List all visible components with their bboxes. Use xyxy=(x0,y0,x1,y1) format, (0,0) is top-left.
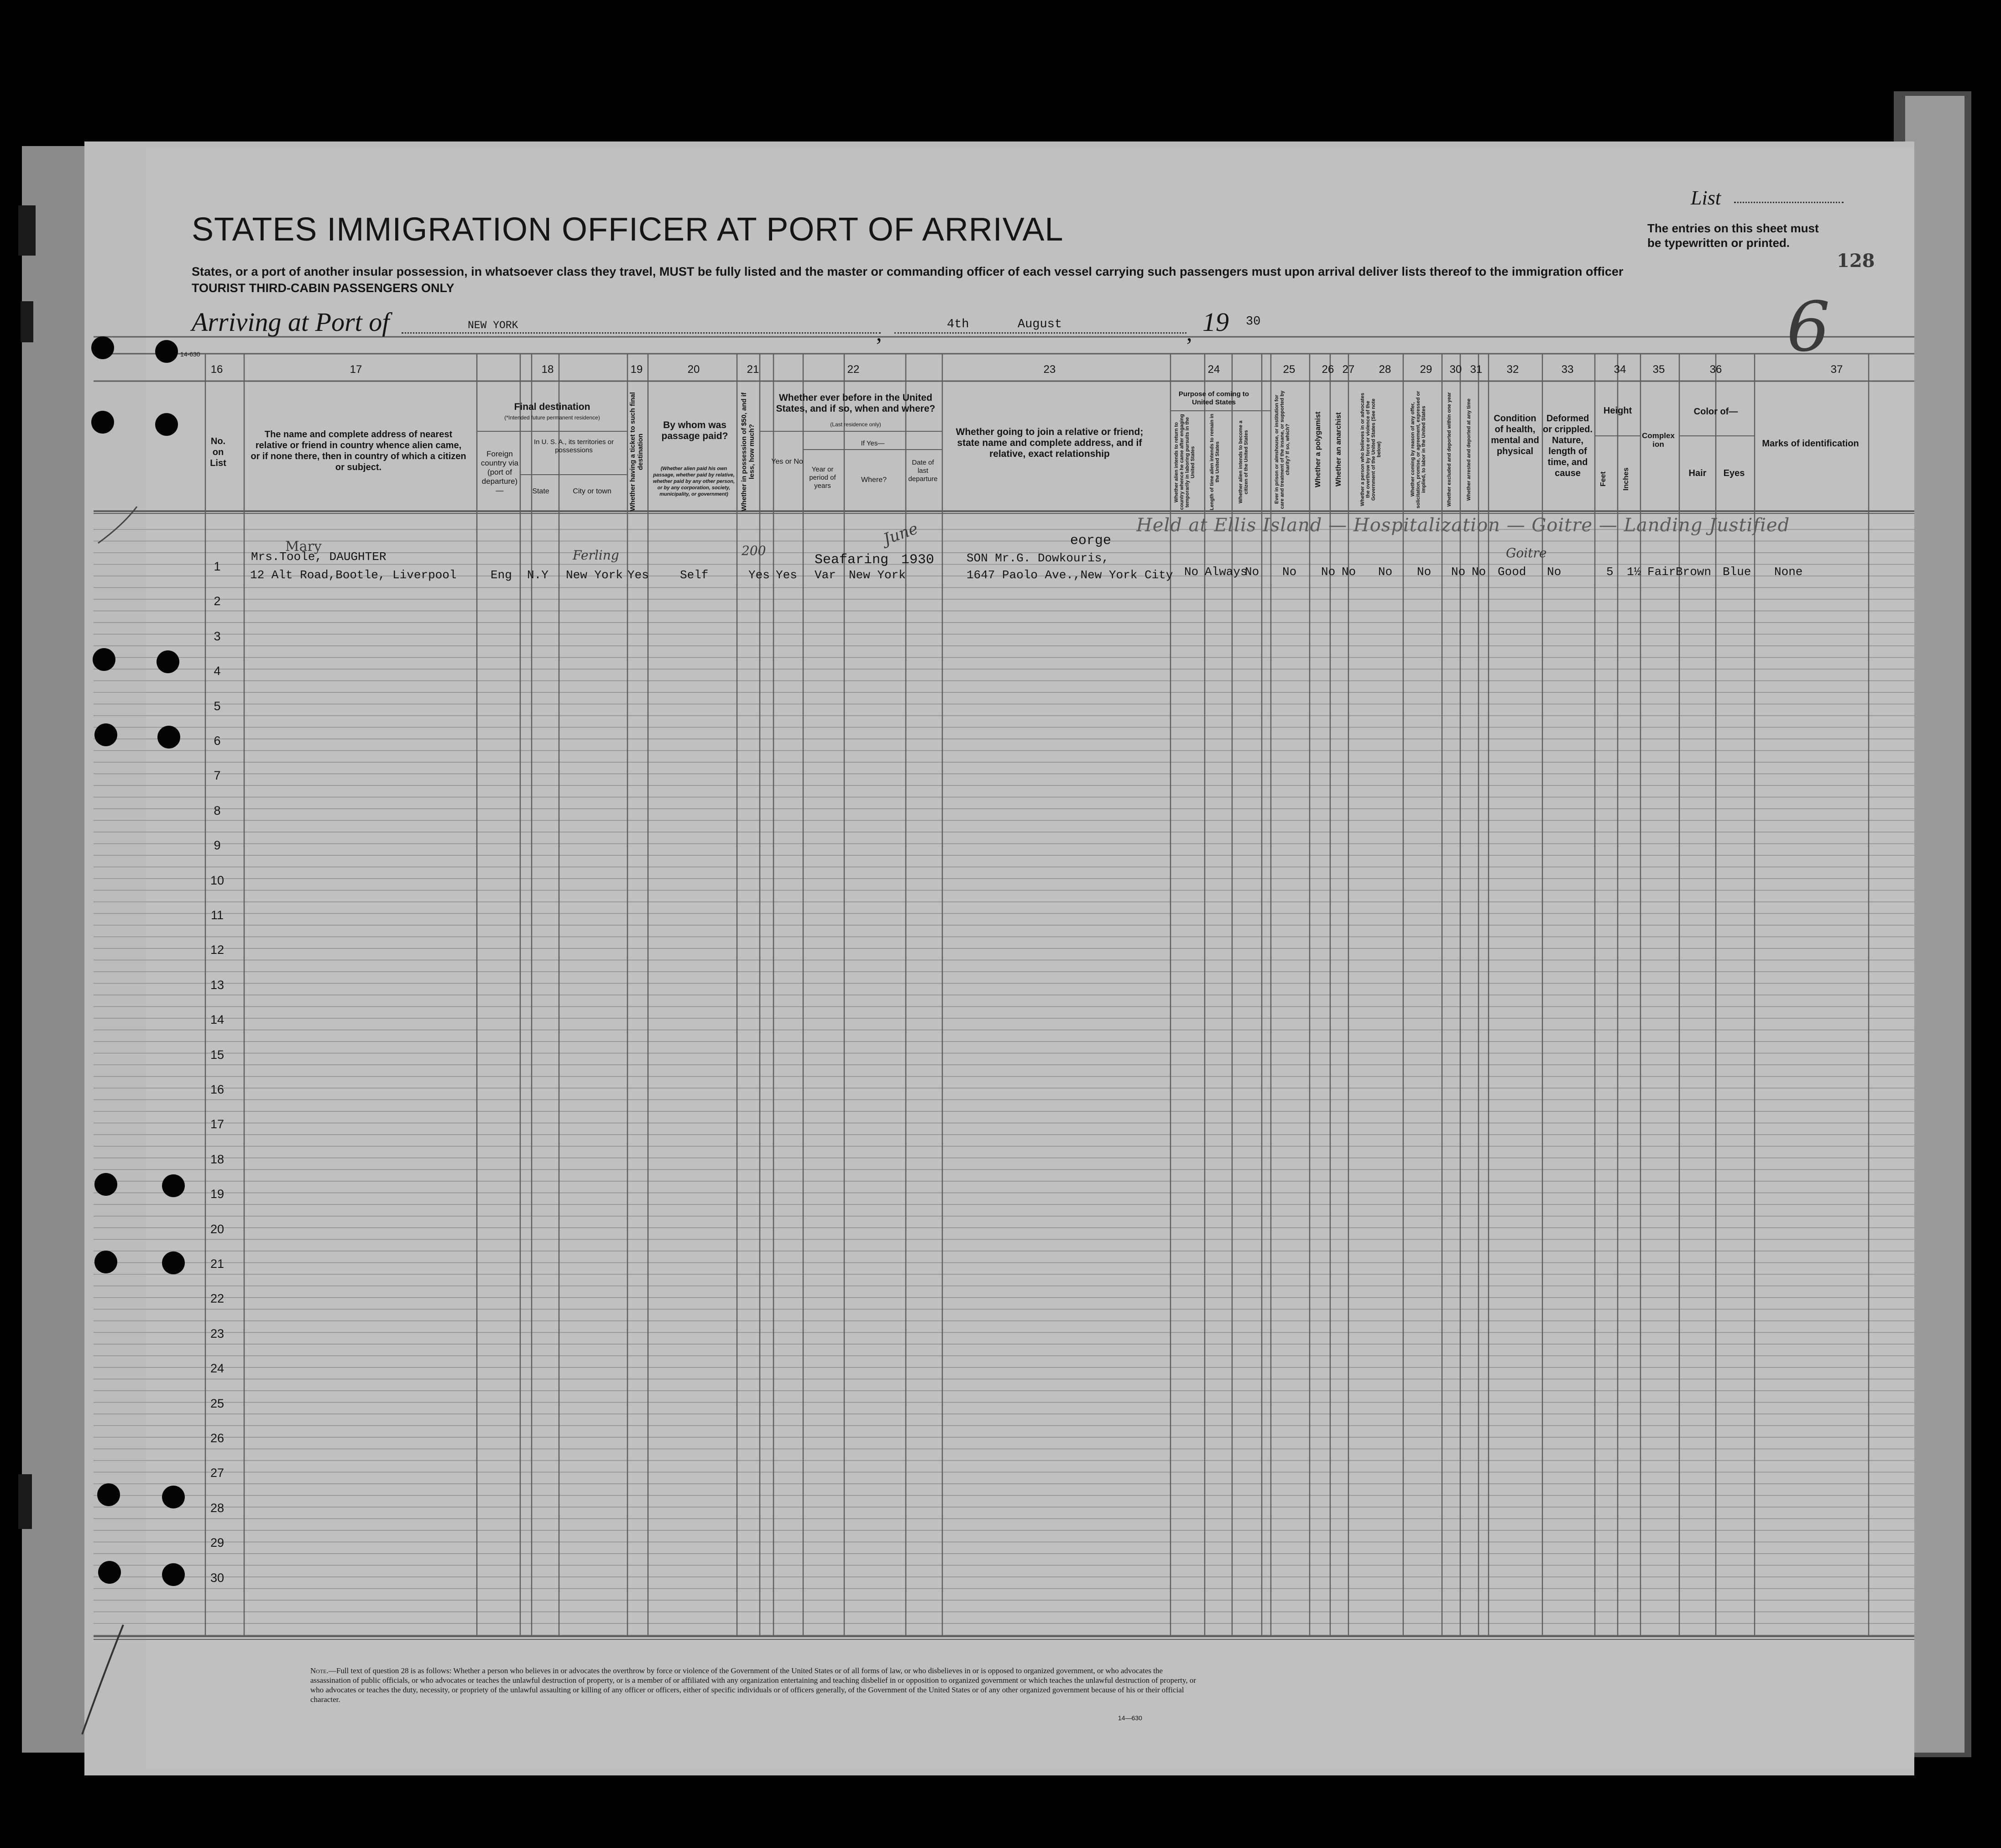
form-code-top: 14-630 xyxy=(180,351,200,358)
entry-annotation-handwritten: Held at Ellis Island — Hospitalization — Goitre — Landing Justified xyxy=(1136,515,1790,536)
entry-health-handwritten: Goitre xyxy=(1506,545,1547,560)
entry-money-handwritten: 200 xyxy=(742,543,766,558)
header-hair: Hair xyxy=(1688,468,1707,478)
entry-inches: 1½ xyxy=(1627,565,1641,579)
header-where: Where? xyxy=(861,476,887,484)
header-polygamist: Whether a polygamist xyxy=(1314,411,1322,488)
header-city: City or town xyxy=(573,487,611,495)
col-number-37: 37 xyxy=(1830,363,1843,376)
header-marks: Marks of identification xyxy=(1762,439,1859,449)
year-prefix: 19 xyxy=(1202,307,1229,337)
entry-hair: Brown xyxy=(1676,565,1712,579)
row-number: 18 xyxy=(210,1152,225,1166)
entry-relative-line-2: 12 Alt Road,Bootle, Liverpool xyxy=(250,568,457,582)
list-label: List xyxy=(1691,187,1721,209)
row-number: 15 xyxy=(210,1047,225,1062)
col-number-27: 27 xyxy=(1342,363,1355,376)
entry-feet: 5 xyxy=(1606,565,1614,579)
entry-marks: None xyxy=(1774,565,1803,579)
col-number-20: 20 xyxy=(687,363,700,376)
form-code-bottom: 14—630 xyxy=(1118,1714,1142,1722)
row-number: 27 xyxy=(210,1466,225,1480)
col-number-29: 29 xyxy=(1420,363,1432,376)
col-number-35: 35 xyxy=(1652,363,1665,376)
entry-join-line-1: SON Mr.G. Dowkouris, xyxy=(967,551,1109,565)
list-dotted-line xyxy=(1734,202,1844,203)
header-ticket: Whether having a ticket to such final destination xyxy=(629,392,644,512)
col-number-22: 22 xyxy=(847,363,860,376)
header-in-usa: In U. S. A., its territories or possessions xyxy=(533,438,614,454)
form-subtitle: States, or a port of another insular possession, in whatsoever class they travel, MUST be fully listed and the master or commanding officer of each vessel carrying such passengers must upon arrival deliver lists thereof to the immigration officer xyxy=(192,265,1624,278)
punch-hole xyxy=(98,1561,121,1584)
row-number: 9 xyxy=(214,838,221,853)
entry-ticket: Yes xyxy=(627,568,649,582)
header-prison: Ever in prison or almshouse, or institution for care and treatment of the insane, or supported by charity? If so, which? xyxy=(1274,390,1290,509)
entry-excluded: No xyxy=(1451,565,1466,579)
punch-hole xyxy=(94,723,117,746)
comma-2: , xyxy=(1186,320,1192,346)
edge-mark xyxy=(18,1474,32,1529)
entry-polygamist: No xyxy=(1321,565,1336,579)
entry-relative-handwritten: Mary xyxy=(285,539,322,555)
row-number: 23 xyxy=(210,1326,225,1340)
col-number-18: 18 xyxy=(541,363,554,376)
row-number: 11 xyxy=(210,908,224,922)
header-health: Condition of health, mental and physical xyxy=(1491,414,1539,456)
punch-hole xyxy=(94,1173,117,1196)
comma-1: , xyxy=(876,320,882,346)
header-height: Height xyxy=(1603,406,1632,416)
col-number-26: 26 xyxy=(1322,363,1334,376)
punch-hole xyxy=(97,1483,120,1506)
entry-deported: No xyxy=(1472,565,1486,579)
entry-state: N.Y xyxy=(527,568,549,582)
row-number: 28 xyxy=(210,1501,225,1515)
header-yes-or-no: Yes or No xyxy=(771,458,803,466)
row-number: 24 xyxy=(210,1361,225,1376)
punch-hole xyxy=(91,411,114,434)
header-eyes: Eyes xyxy=(1723,468,1745,478)
row-number: 16 xyxy=(210,1083,225,1096)
port-dotted-line xyxy=(402,332,881,334)
header-final-destination-sub: (*Intended future permanent residence) xyxy=(504,414,600,421)
form-subtitle-class: TOURIST THIRD-CABIN PASSENGERS ONLY xyxy=(192,281,455,295)
entry-labor-offer: No xyxy=(1417,565,1432,579)
header-complexion: Complexion xyxy=(1642,431,1675,449)
row-number: 26 xyxy=(210,1431,225,1445)
punch-hole xyxy=(155,413,178,436)
form-title: STATES IMMIGRATION OFFICER AT PORT OF ARRIVAL xyxy=(192,211,1064,248)
entry-where: New York xyxy=(849,568,906,582)
entry-eyes: Blue xyxy=(1723,565,1751,579)
entry-anarchist: No xyxy=(1342,565,1356,579)
header-color-of: Color of— xyxy=(1693,407,1738,417)
entry-length-of-stay: Always xyxy=(1205,565,1248,579)
header-ever-in-us: Whether ever before in the United States, and if so, when and where? xyxy=(776,393,935,414)
row-number: 25 xyxy=(210,1396,225,1410)
punch-hole xyxy=(157,726,180,749)
col-number-28: 28 xyxy=(1379,363,1391,376)
col-number-23: 23 xyxy=(1043,363,1056,376)
footnote-label: Note. xyxy=(310,1666,329,1675)
row-number: 10 xyxy=(210,873,225,887)
row-number: 29 xyxy=(210,1536,225,1550)
row-number: 21 xyxy=(210,1257,225,1271)
row-number: 20 xyxy=(210,1222,225,1236)
header-fifty-dollars: Whether in possession of $50, and if less, how much? xyxy=(740,392,756,512)
punch-hole xyxy=(162,1251,185,1274)
header-deported: Whether arrested and deported at any time xyxy=(1466,398,1472,501)
row-number: 13 xyxy=(210,978,225,992)
row-number: 19 xyxy=(210,1187,225,1201)
entry-complexion: Fair xyxy=(1647,565,1676,579)
header-nearest-relative: The name and complete address of nearest relative or friend in country whence alien came, or if none there, then in country of which a citizen or subject. xyxy=(251,429,466,472)
punch-hole xyxy=(162,1563,185,1586)
header-anarchist: Whether an anarchist xyxy=(1335,412,1343,487)
typewritten-note-line-2: be typewritten or printed. xyxy=(1647,236,1790,250)
punch-hole xyxy=(157,650,179,673)
row-number: 6 xyxy=(214,734,221,748)
row-number: 17 xyxy=(210,1117,225,1131)
entry-ever-in-us: Yes xyxy=(776,568,797,582)
entry-relative-line-1: Mrs.Toole, DAUGHTER xyxy=(251,550,387,564)
footnote-question-28 xyxy=(310,1666,1205,1704)
header-deformed: Deformed or crippled. Nature, length of time, and cause xyxy=(1543,414,1593,478)
entry-money: Yes xyxy=(748,568,770,582)
punch-hole xyxy=(155,340,178,363)
entry-city: New York xyxy=(566,568,623,582)
col-number-21: 21 xyxy=(747,363,759,376)
entry-deformed: No xyxy=(1547,565,1562,579)
col-number-31: 31 xyxy=(1470,363,1483,376)
row-number: 2 xyxy=(214,594,221,608)
header-foreign-country: Foreign country via (port of departure)— xyxy=(481,450,519,495)
row-number: 8 xyxy=(214,803,221,817)
col-number-36: 36 xyxy=(1709,363,1722,376)
header-inches: Inches xyxy=(1622,467,1630,491)
entry-prison: No xyxy=(1282,565,1297,579)
header-excluded: Whether excluded and deported within one year xyxy=(1447,392,1452,507)
row-number: 7 xyxy=(214,769,221,783)
header-last-departure: Date of last departure xyxy=(908,459,938,483)
header-final-destination: Final destination xyxy=(514,402,590,412)
row-number: 30 xyxy=(210,1571,225,1585)
header-state: State xyxy=(532,487,549,495)
row-number: 5 xyxy=(214,699,221,713)
punch-hole xyxy=(162,1486,185,1508)
header-labor-offer: Whether coming by reason of any offer, solicitation, promise, or agreement, expressed or implied, to labor in the United States xyxy=(1410,391,1426,508)
header-join-relative: Whether going to join a relative or friend; state name and complete address, and if relative, exact relationship xyxy=(956,427,1144,459)
header-return-intent: Whether alien intends to return to country whence he came after engaging temporarily in laboring pursuits in the United States xyxy=(1174,414,1196,510)
arrival-month: August xyxy=(1018,318,1062,331)
arrival-day: 4th xyxy=(947,318,969,331)
row-number: 22 xyxy=(210,1292,225,1306)
year-suffix: 30 xyxy=(1246,315,1261,329)
col-number-32: 32 xyxy=(1506,363,1519,376)
row-number: 12 xyxy=(210,943,225,957)
row-number: 4 xyxy=(214,664,221,678)
entry-join-line-2: 1647 Paolo Ave.,New York City xyxy=(967,568,1173,582)
edge-mark xyxy=(18,205,36,256)
punch-hole xyxy=(93,648,115,671)
entry-date-handwritten: June xyxy=(881,519,921,549)
port-name: NEW YORK xyxy=(468,319,518,331)
header-if-yes: If Yes— xyxy=(861,440,885,447)
entry-paid-by: Self xyxy=(680,568,709,582)
col-number-24: 24 xyxy=(1207,363,1220,376)
header-length-of-stay: Length of time alien intends to remain in the United States xyxy=(1209,414,1220,511)
date-dotted-line xyxy=(894,332,1186,334)
header-purpose: Purpose of coming to United States xyxy=(1178,390,1249,406)
edge-mark xyxy=(21,301,33,342)
header-citizen-intent: Whether alien intends to become a citizen of the United States xyxy=(1238,420,1249,504)
col-number-25: 25 xyxy=(1283,363,1296,376)
row-number: 14 xyxy=(210,1013,225,1027)
header-passage-paid: By whom was passage paid? xyxy=(661,420,728,441)
entry-years-line-1: Seafaring xyxy=(815,552,889,568)
row-number: 1 xyxy=(214,560,221,573)
entry-last-departure: 1930 xyxy=(901,552,935,568)
col-number-33: 33 xyxy=(1561,363,1574,376)
entry-join-handwritten: eorge xyxy=(1070,533,1112,549)
col-number-34: 34 xyxy=(1614,363,1626,376)
sheet-number: 128 xyxy=(1837,250,1875,272)
punch-hole xyxy=(94,1251,117,1273)
header-no-on-list: No. on List xyxy=(210,436,226,468)
row-number: 3 xyxy=(214,629,221,643)
punch-hole xyxy=(162,1174,185,1197)
punch-hole xyxy=(91,336,114,359)
entry-health: Good xyxy=(1498,565,1526,579)
entry-citizen-intent: No xyxy=(1245,565,1259,579)
footnote-text: —Full text of question 28 is as follows: Whether a person who believes in or advocates the overthrow by force or violence of the Government of the United States or of all forms of law, or who disbelieves in or is opposed to organized government, or who advocates the assassination of public officials, or who advocates or teaches the unlawful destruction of property, or is a member of or affiliated with any organization entertaining and teaching disbelief in or opposition to organized government or which teaches the unlawful destruction of property, or who advocates or teaches the duty, necessity, or propriety of the unlawful assaulting or killing of any officer or officers, either of specific individuals or of officers generally, of the Government of the United States or of any other organized government because of his or their official character. xyxy=(310,1666,1196,1704)
header-ever-in-us-sub: (Last residence only) xyxy=(830,421,881,428)
header-feet: Feet xyxy=(1599,471,1607,487)
header-years: Year or period of years xyxy=(809,466,836,490)
header-passage-paid-sub: (Whether alien paid his own passage, whether paid by relative, whether paid by any other person, or by any corporation, society, municipality, or government) xyxy=(653,466,735,497)
entry-years-line-2: Var xyxy=(815,568,836,582)
entry-city-handwritten: Ferling xyxy=(573,548,619,563)
typewritten-note-line-1: The entries on this sheet must xyxy=(1647,221,1819,235)
entry-return-intent: No xyxy=(1184,565,1199,579)
entry-foreign-country: Eng xyxy=(491,568,512,582)
page-edge-left xyxy=(22,146,90,1753)
paper-sheet-inner xyxy=(146,148,1914,1769)
arriving-label: Arriving at Port of xyxy=(192,307,390,337)
col-number-17: 17 xyxy=(350,363,362,376)
col-number-19: 19 xyxy=(630,363,643,376)
list-number: 6 xyxy=(1787,288,1830,367)
col-number-30: 30 xyxy=(1449,363,1462,376)
entry-overthrow: No xyxy=(1378,565,1393,579)
header-overthrow: Whether a person who believes in or advocates the overthrow by force or violence of the Government of the United States (See note below) xyxy=(1360,393,1382,507)
col-number-16: 16 xyxy=(210,363,223,376)
